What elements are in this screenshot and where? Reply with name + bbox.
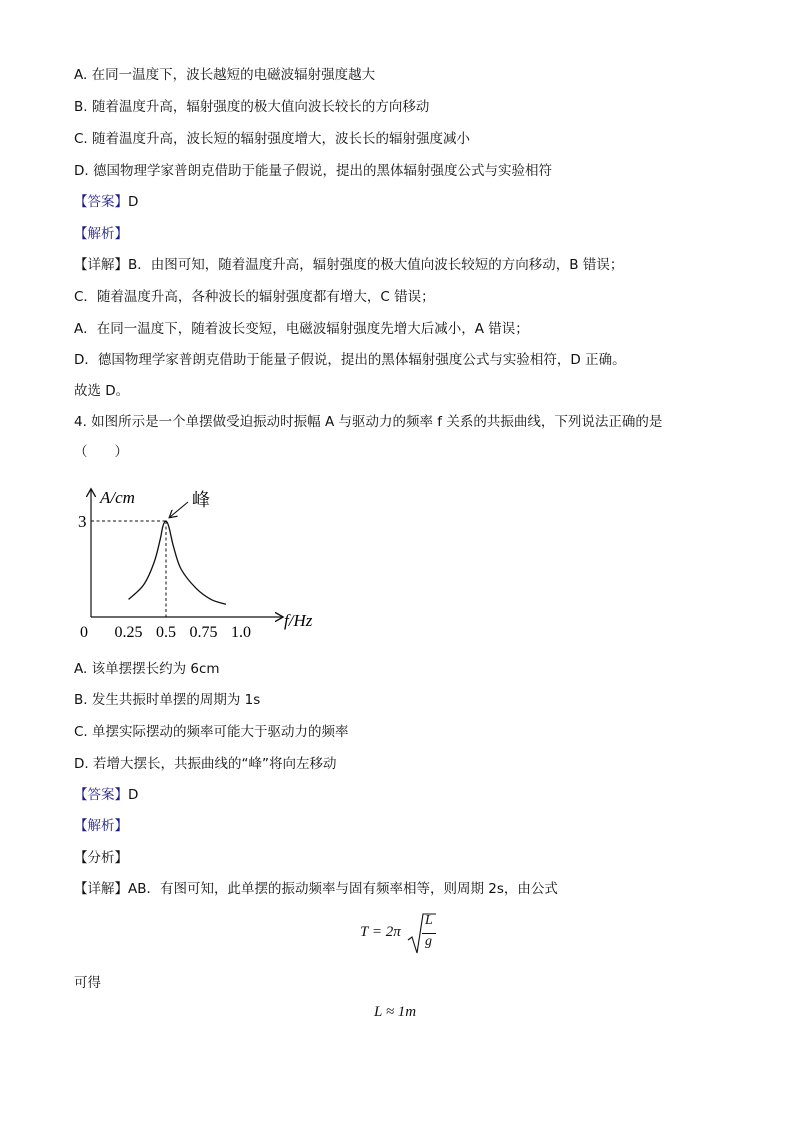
q3-detail-line-1 [74, 256, 623, 274]
q4-option-c: C. 单摆实际摆动的频率可能大于驱动力的频率 [74, 724, 349, 740]
x-tick-label: 0.25 [114, 624, 143, 641]
y-tick-label-3: 3 [78, 512, 87, 531]
q3-option-d: D. 德国物理学家普朗克借助于能量子假说，提出的黑体辐射强度公式与实验相符 [74, 163, 552, 179]
q3-analysis-line [74, 225, 128, 243]
y-axis-label: A/cm [100, 488, 135, 507]
x-tick-label: 0.75 [189, 624, 218, 641]
q4-detail-tag: 【详解】 [74, 881, 128, 897]
x-tick-label: 0.5 [156, 624, 176, 641]
q3-detail-text-1: B．由图可知，随着温度升高，辐射强度的极大值向波长较短的方向移动，B 错误； [128, 257, 624, 273]
origin-label: 0 [80, 624, 88, 641]
q3-analysis-tag: 【解析】 [74, 226, 128, 242]
q4-detail-line [74, 880, 558, 898]
q4-answer-line [74, 786, 138, 804]
q3-answer: D [128, 194, 139, 210]
q4-option-a: A. 该单摆摆长约为 6cm [74, 661, 220, 677]
resonance-curve [129, 521, 227, 604]
q4-option-d: D. 若增大摆长，共振曲线的“峰”将向左移动 [74, 756, 337, 772]
q4-fenxi-line [74, 849, 128, 867]
q4-option-b: B. 发生共振时单摆的周期为 1s [74, 692, 261, 708]
q3-option-a: A. 在同一温度下，波长越短的电磁波辐射强度越大 [74, 67, 376, 83]
q3-detail-line-4: D．德国物理学家普朗克借助于能量子假说，提出的黑体辐射强度公式与实验相符，D 正确。 [74, 352, 626, 368]
q3-detail-line-2: C．随着温度升高，各种波长的辐射强度都有增大，C 错误； [74, 289, 435, 305]
q3-option-c: C. 随着温度升高，波长短的辐射强度增大，波长长的辐射强度减小 [74, 131, 471, 147]
period-formula [360, 912, 450, 956]
q4-kede: 可得 [74, 975, 101, 991]
q3-detail-tag: 【详解】 [74, 257, 128, 273]
q3-detail-line-3: A．在同一温度下，随着波长变短，电磁波辐射强度先增大后减小，A 错误； [74, 321, 529, 337]
q4-detail-text: AB．有图可知，此单摆的振动频率与固有频率相等，则周期 2s，由公式 [128, 881, 558, 897]
peak-arrow [170, 502, 188, 517]
q4-answer: D [128, 787, 139, 803]
peak-label: 峰 [192, 490, 210, 510]
q3-answer-line [74, 193, 138, 211]
q4-answer-tag: 【答案】 [74, 787, 128, 803]
length-result: L ≈ 1m [374, 1004, 417, 1020]
resonance-curve-figure [74, 482, 334, 647]
q4-stem: 4. 如图所示是一个单摆做受迫振动时振幅 A 与驱动力的频率 f 关系的共振曲线，下列说法正确的是 [74, 414, 663, 430]
formula-numerator: L [425, 913, 433, 928]
q3-option-b: B. 随着温度升高，辐射强度的极大值向波长较长的方向移动 [74, 99, 430, 115]
q4-analysis-tag: 【解析】 [74, 818, 128, 834]
q3-conclusion: 故选 D。 [74, 383, 130, 399]
formula-lhs: T = 2π [360, 924, 401, 940]
x-axis-label: f/Hz [284, 611, 313, 630]
q4-paren: （ ） [74, 444, 128, 460]
q4-fenxi-tag: 【分析】 [74, 850, 128, 866]
x-tick-label: 1.0 [231, 624, 251, 641]
q4-analysis-line [74, 817, 128, 835]
q3-answer-tag: 【答案】 [74, 194, 128, 210]
formula-denominator: g [425, 934, 432, 949]
